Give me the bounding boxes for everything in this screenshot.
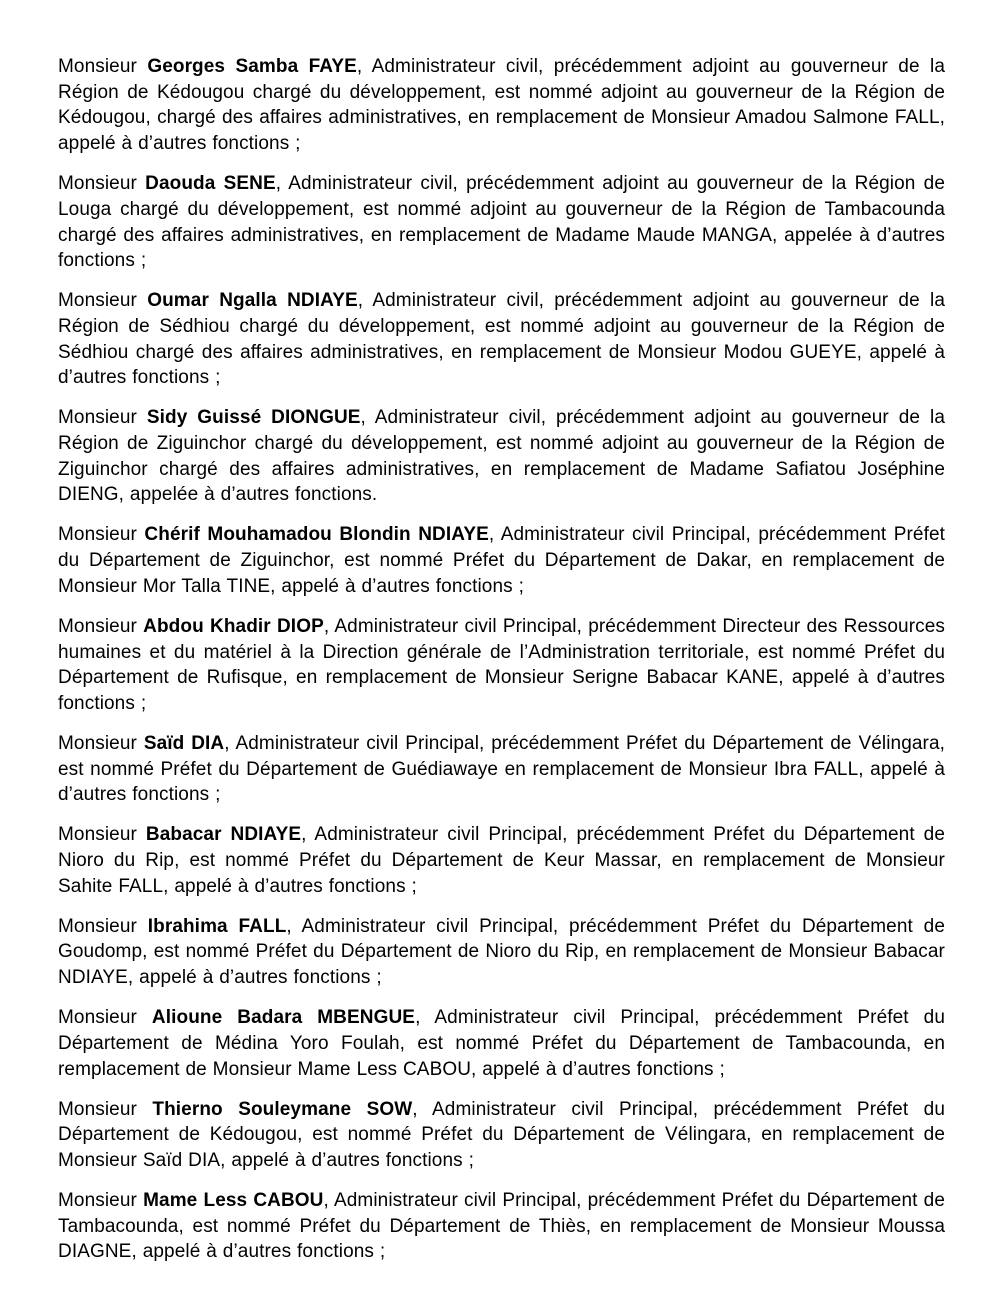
appointee-name: Ibrahima FALL	[147, 915, 287, 937]
appointment-text: , Administrateur civil Principal, précédemment Préfet du Département de Ziguinchor, est nommé Préfet du Département de Dakar, en remplacement de Monsieur Mor Talla TINE, appelé à d’autres fonctions ;	[58, 524, 946, 597]
appointee-name: Alioune Badara MBENGUE	[151, 1007, 416, 1029]
appointment-text: , Administrateur civil, précédemment adjoint au gouverneur de la Région de Kédougou chargé du développement, est nommé adjoint au gouverneur de la Région de Kédougou, chargé des affaires administratives, en remplacement de Monsieur Amadou Salmone FALL, appelé à d’autres fonctions ;	[58, 56, 945, 155]
appointee-name: Thierno Souleymane SOW	[152, 1098, 413, 1120]
civility-label: Monsieur	[58, 1098, 153, 1120]
appointment-text: , Administrateur civil Principal, précédemment Préfet du Département de Médina Yoro Foulah, est nommé Préfet du Département de Tambacounda, en remplacement de Monsieur Mame Less CABOU, appelé à d’autres fonctions ;	[58, 1007, 945, 1080]
appointee-name: Babacar NDIAYE	[145, 824, 302, 846]
appointment-paragraph-6	[58, 614, 945, 717]
appointee-name: Abdou Khadir DIOP	[143, 615, 324, 637]
appointment-text: , Administrateur civil, précédemment adjoint au gouverneur de la Région de Sédhiou chargé du développement, est nommé adjoint au gouverneur de la Région de Sédhiou chargé des affaires administratives, en remplacement de Monsieur Modou GUEYE, appelé à d’autres fonctions ;	[58, 290, 946, 389]
civility-label: Monsieur	[58, 732, 144, 754]
appointee-name: Daouda SENE	[145, 173, 276, 195]
appointment-text: , Administrateur civil, précédemment adjoint au gouverneur de la Région de Louga chargé du développement, est nommé adjoint au gouverneur de la Région de Tambacounda chargé des affaires administratives, en remplacement de Madame Maude MANGA, appelée à d’autres fonctions ;	[58, 173, 945, 272]
civility-label: Monsieur	[58, 1007, 152, 1029]
civility-label: Monsieur	[58, 915, 148, 937]
appointment-text: , Administrateur civil Principal, précédemment Préfet du Département de Goudomp, est nommé Préfet du Département de Nioro du Rip, en remplacement de Monsieur Babacar NDIAYE, appelé à d’autres fonctions ;	[58, 915, 945, 989]
civility-label: Monsieur	[58, 56, 148, 77]
civility-label: Monsieur	[58, 524, 145, 546]
appointee-name: Georges Samba FAYE	[147, 56, 357, 77]
appointee-name: Sidy Guissé DIONGUE	[146, 407, 361, 429]
appointment-paragraph-4	[58, 405, 945, 508]
appointment-paragraph-7	[58, 731, 945, 808]
appointment-paragraph-12	[58, 1188, 945, 1265]
appointee-name: Saïd DIA	[143, 732, 225, 754]
appointee-name: Oumar Ngalla NDIAYE	[147, 290, 358, 312]
appointment-paragraph-9	[58, 914, 945, 991]
appointment-paragraph-11	[58, 1097, 945, 1174]
appointment-text: , Administrateur civil Principal, précédemment Préfet du Département de Kédougou, est nommé Préfet du Département de Vélingara, en remplacement de Monsieur Saïd DIA, appelé à d’autres fonctions ;	[58, 1098, 945, 1171]
appointment-paragraph-2	[58, 171, 945, 274]
appointment-paragraph-10	[58, 1005, 945, 1082]
civility-label: Monsieur	[58, 824, 146, 846]
civility-label: Monsieur	[58, 173, 146, 195]
appointee-name: Chérif Mouhamadou Blondin NDIAYE	[144, 524, 489, 546]
civility-label: Monsieur	[58, 290, 148, 312]
appointment-paragraph-3	[58, 288, 945, 391]
appointment-text: , Administrateur civil Principal, précédemment Directeur des Ressources humaines et du matériel à la Direction générale de l’Administration territoriale, est nommé Préfet du Département de Rufisque, en remplacement de Monsieur Serigne Babacar KANE, appelé à d’autres fonctions ;	[58, 615, 945, 714]
appointment-paragraph-1	[58, 54, 945, 157]
appointment-text: , Administrateur civil Principal, précédemment Préfet du Département de Nioro du Rip, est nommé Préfet du Département de Keur Massar, en remplacement de Monsieur Sahite FALL, appelé à d’autres fonctions ;	[58, 824, 945, 897]
appointment-paragraph-5	[58, 522, 945, 599]
appointee-name: Mame Less CABOU	[143, 1189, 324, 1211]
civility-label: Monsieur	[58, 615, 144, 637]
appointment-text: , Administrateur civil Principal, précédemment Préfet du Département de Tambacounda, est nommé Préfet du Département de Thiès, en remplacement de Monsieur Moussa DIAGNE, appelé à d’autres fonctions ;	[58, 1189, 945, 1263]
appointment-paragraph-8	[58, 822, 945, 899]
civility-label: Monsieur	[58, 1189, 144, 1211]
appointment-text: , Administrateur civil Principal, précédemment Préfet du Département de Vélingara, est nommé Préfet du Département de Guédiawaye en remplacement de Monsieur Ibra FALL, appelé à d’autres fonctions ;	[58, 732, 945, 806]
civility-label: Monsieur	[58, 407, 147, 429]
appointment-text: , Administrateur civil, précédemment adjoint au gouverneur de la Région de Ziguinchor chargé du développement, est nommé adjoint au gouverneur de la Région de Ziguinchor chargé des affaires administratives, en remplacement de Madame Safiatou Joséphine DIENG, appelée à d’autres fonctions.	[58, 407, 945, 506]
